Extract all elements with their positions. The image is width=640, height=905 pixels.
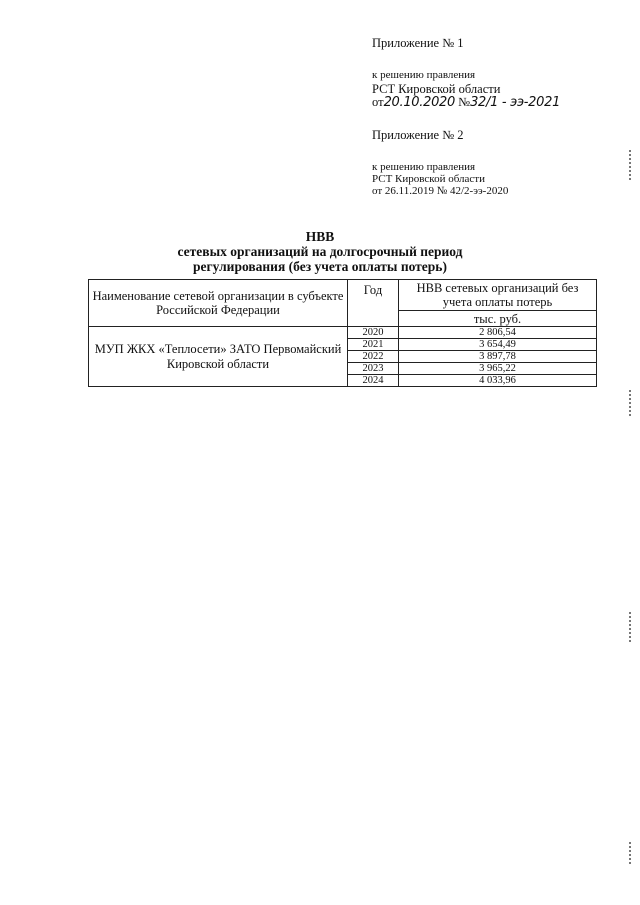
scan-mark	[628, 390, 632, 418]
header-nvv: НВВ сетевых организаций без учета оплаты потерь	[399, 280, 597, 311]
appendix-1-decision-line	[372, 96, 560, 109]
date-prefix: от	[372, 95, 384, 109]
value-cell: 3 897,78	[399, 351, 597, 363]
document-subtitle-2: регулирования (без учета оплаты потерь)	[193, 259, 447, 274]
appendix-2-title: Приложение № 2	[372, 128, 464, 142]
year-cell: 2024	[348, 375, 399, 387]
appendix-2-line1: к решению правления	[372, 161, 476, 173]
nvv-table	[88, 279, 597, 387]
value-cell: 3 654,49	[399, 339, 597, 351]
value-cell: 2 806,54	[399, 327, 597, 339]
year-cell: 2023	[348, 363, 399, 375]
handwritten-date: 20.10.2020	[383, 95, 455, 110]
table-header-row	[89, 280, 597, 311]
appendix-2-line2: РСТ Кировской области	[372, 173, 485, 185]
document-title: НВВ	[305, 229, 335, 244]
table-row	[89, 327, 597, 339]
value-cell: 3 965,22	[399, 363, 597, 375]
handwritten-number: 32/1 - ээ-2021	[470, 95, 561, 110]
scan-mark	[628, 612, 632, 644]
year-cell: 2021	[348, 339, 399, 351]
value-cell: 4 033,96	[399, 375, 597, 387]
year-cell: 2022	[348, 351, 399, 363]
number-prefix: №	[458, 95, 471, 109]
org-name-cell: МУП ЖКХ «Теплосети» ЗАТО Первомайский Кировской области	[89, 327, 348, 387]
appendix-2-line3: от 26.11.2019 № 42/2-ээ-2020	[372, 185, 509, 197]
scan-mark	[628, 842, 632, 866]
document-subtitle-1: сетевых организаций на долгосрочный период	[177, 244, 463, 259]
scan-mark	[628, 150, 632, 182]
header-unit: тыс. руб.	[399, 311, 597, 327]
year-cell: 2020	[348, 327, 399, 339]
appendix-1-line1: к решению правления	[372, 69, 476, 81]
header-org: Наименование сетевой организации в субъекте Российской Федерации	[89, 280, 348, 327]
appendix-1-title: Приложение № 1	[372, 36, 464, 50]
appendix-1-line2: РСТ Кировской области	[372, 82, 501, 96]
header-year: Год	[348, 280, 399, 327]
